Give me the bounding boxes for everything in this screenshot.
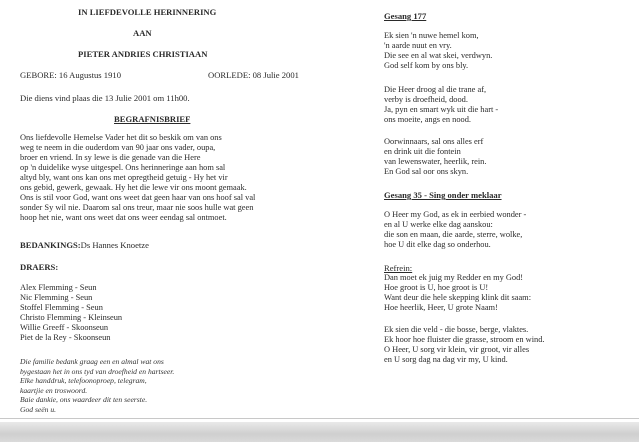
aan-label: AAN [133,28,152,38]
acknowledgements [20,240,149,250]
verse-line: En God sal oor ons skyn. [384,167,469,176]
verse-line: Hoe groot is U, hoe groot is U! [384,283,489,292]
closing-line: Baie dankie, ons waardeer dit ten seerste. [20,395,148,405]
verse-line: hoe U dit elke dag so onderhou. [384,240,491,249]
service-notice: Die diens vind plaas die 13 Julie 2001 om 11h00. [20,93,190,103]
hymn-2-title: Gesang 35 - Sing onder meklaar [384,190,502,200]
verse-line: Ek sien 'n nuwe hemel kom, [384,31,479,40]
memorial-title: IN LIEFDEVOLLE HERINNERING [78,7,217,17]
scan-bottom-shadow [0,422,639,442]
verse-line: Die see en al wat skei, verdwyn. [384,51,493,60]
verse-line: Die Heer droog al die trane af, [384,85,487,94]
verse-line: van lewenswater, heerlik, rein. [384,157,487,166]
letter-line: op 'n duidelike wyse uitgespel. Ons herinneringe aan hom sal [20,163,226,172]
acknowledgements-name: Ds Hannes Knoetze [80,240,149,250]
right-column [384,0,624,420]
verse-line: die son en maan, die aarde, sterre, wolke, [384,230,523,239]
pallbearer: Willie Greeff - Skoonseun [20,323,109,332]
birth-date: GEBORE: 16 Augustus 1910 [20,70,121,80]
letter-line: hoop het nie, want ons weet dat ons weer eendag sal ontmoet. [20,213,227,222]
verse-line: en al U werke elke dag aanskou: [384,220,493,229]
verse-line: en drink uit die fontein [384,147,461,156]
hymn-2-stanza-1 [384,210,526,250]
letter-line: Ons is stil voor God, want ons weet dat geen haar van ons hoof sal val [20,193,256,202]
verse-line: Oorwinnaars, sal ons alles erf [384,137,484,146]
letter-heading: BEGRAFNISBRIEF [114,114,191,124]
letter-line: altyd bly, want ons kan ons met opregtheid getuig - Hy het vir [20,173,228,182]
closing-line: God seën u. [20,404,57,414]
acknowledgements-label: BEDANKINGS: [20,240,81,250]
letter-line: Ons liefdevolle Hemelse Vader het dit so beskik om van ons [20,133,222,142]
verse-line: 'n aarde nuut en vry. [384,41,452,50]
verse-line: Ek hoor hoe fluister die grasse, stroom en wind. [384,335,545,344]
verse-line: Ek sien die veld - die bosse, berge, vlaktes. [384,325,529,334]
verse-line: O Heer, U sorg vir klein, vir groot, vir alles [384,345,530,354]
verse-line: ons moeite, angs en nood. [384,115,471,124]
pallbearer: Nic Flemming - Seun [20,293,93,302]
pallbearer: Stoffel Flemming - Seun [20,303,103,312]
refrain [384,273,531,313]
closing-line: kaartjie en troswoord. [20,385,88,395]
verse-line: Dan moet ek juig my Redder en my God! [384,273,524,282]
hymn-2-stanza-2 [384,325,545,365]
letter-line: ons gebid, gewerk, gewaak. Hy het die lewe vir ons moont gemaak. [20,183,247,192]
letter-line: sonder Sy wil nie. Daarom sal ons treur, maar nie soos hulle wat geen [20,203,254,212]
verse-line: O Heer my God, as ek in eerbied wonder - [384,210,527,219]
pallbearers-heading: DRAERS: [20,262,59,272]
hymn-1-title: Gesang 177 [384,11,427,21]
death-date: OORLEDE: 08 Julie 2001 [208,70,299,80]
refrain-title: Refrein: [384,263,413,273]
hymn-1-stanza-1 [384,31,492,71]
verse-line: Want deur die hele skepping klink dit saam: [384,293,532,302]
pallbearer: Alex Flemming - Seun [20,283,97,292]
verse-line: Ja, pyn en smart wyk uit die hart - [384,105,499,114]
pallbearer: Piet de la Rey - Skoonseun [20,333,111,342]
verse-line: Hoe heerlik, Heer, U grote Naam! [384,303,498,312]
page-edge-divider [0,418,639,419]
hymn-1-stanza-3 [384,137,486,177]
pallbearer: Christo Flemming - Kleinseun [20,313,123,322]
verse-line: en U sorg dag na dag vir my, U kind. [384,355,508,364]
left-column [18,0,338,420]
hymn-1-stanza-2 [384,85,498,125]
funeral-letter [20,133,255,223]
closing-line: bygestaan het in ons tyd van droefheid en hartseer. [20,366,175,376]
closing-thanks [20,357,174,415]
letter-line: weg te neem in die ouderdom van 90 jaar ons vader, oupa, [20,143,216,152]
pallbearers-list [20,283,122,343]
letter-line: broer en vriend. In sy lewe is die genade van die Here [20,153,201,162]
verse-line: verby is droefheid, dood. [384,95,468,104]
deceased-name: PIETER ANDRIES CHRISTIAAN [78,49,208,59]
closing-line: Elke handdruk, telefoonoproep, telegram, [20,376,147,386]
closing-line: Die familie bedank graag een en almal wat ons [20,357,164,366]
verse-line: God self kom by ons bly. [384,61,469,70]
